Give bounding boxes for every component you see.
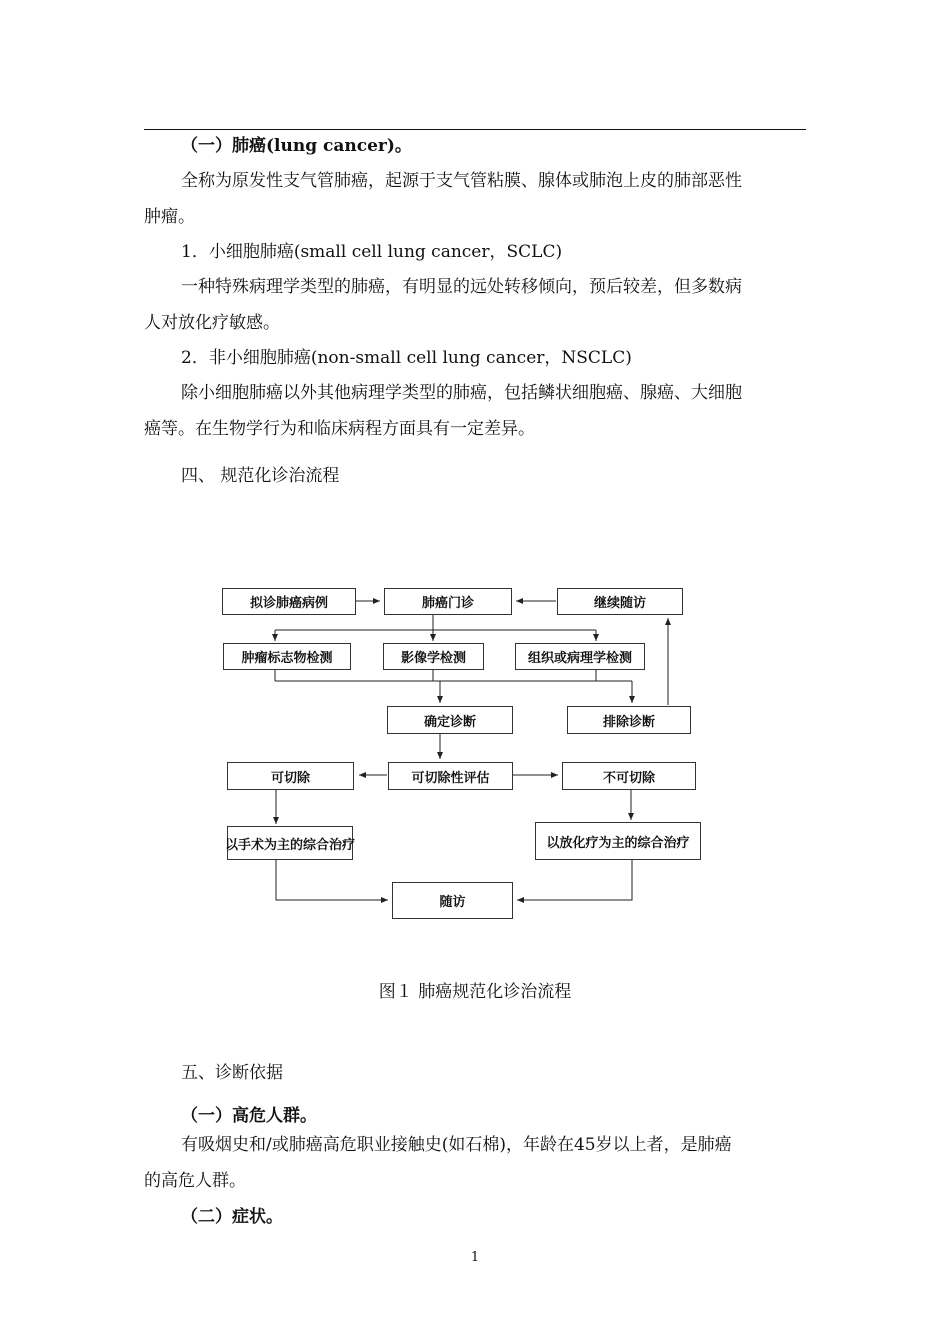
node-continue-followup: 继续随访 — [557, 588, 683, 615]
nsclc-text-line2: 癌等。在生物学行为和临床病程方面具有一定差异。 — [144, 419, 535, 439]
node-suspected-case: 拟诊肺癌病例 — [222, 588, 356, 615]
high-risk-heading: （一）高危人群。 — [181, 1106, 317, 1126]
page-number: 1 — [470, 1250, 480, 1265]
symptoms-heading: （二）症状。 — [181, 1207, 283, 1227]
arrow-surgery-to-followup — [276, 860, 388, 900]
sclc-text-line1: 一种特殊病理学类型的肺癌，有明显的远处转移倾向，预后较差，但多数病 — [181, 277, 742, 297]
nsclc-heading: 2．非小细胞肺癌(non-small cell lung cancer，NSCLC) — [181, 348, 632, 368]
node-excluded-diagnosis: 排除诊断 — [567, 706, 691, 734]
node-resectable: 可切除 — [227, 762, 354, 790]
node-confirmed-diagnosis: 确定诊断 — [387, 706, 513, 734]
section5-heading: 五、诊断依据 — [181, 1063, 283, 1083]
high-risk-text-line1: 有吸烟史和/或肺癌高危职业接触史(如石棉)，年龄在45岁以上者，是肺癌 — [181, 1135, 732, 1155]
nsclc-text-line1: 除小细胞肺癌以外其他病理学类型的肺癌，包括鳞状细胞癌、腺癌、大细胞 — [181, 383, 742, 403]
node-followup: 随访 — [392, 882, 513, 919]
node-lung-cancer-clinic: 肺癌门诊 — [384, 588, 512, 615]
node-surgery-based-treatment: 以手术为主的综合治疗 — [227, 826, 353, 860]
sclc-text-line2: 人对放化疗敏感。 — [144, 313, 280, 333]
node-chemoradiation-based-treatment: 以放化疗为主的综合治疗 — [535, 822, 701, 860]
high-risk-text-line2: 的高危人群。 — [144, 1171, 246, 1191]
arrow-chemo-to-followup — [517, 860, 632, 900]
section4-heading: 四、 规范化诊治流程 — [181, 466, 340, 486]
lung-cancer-definition-line2: 肿瘤。 — [144, 207, 195, 227]
node-pathology-test: 组织或病理学检测 — [515, 643, 645, 670]
sclc-heading: 1．小细胞肺癌(small cell lung cancer，SCLC) — [181, 242, 563, 262]
node-unresectable: 不可切除 — [562, 762, 696, 790]
lung-cancer-definition-line1: 全称为原发性支气管肺癌，起源于支气管粘膜、腺体或肺泡上皮的肺部恶性 — [181, 171, 742, 191]
lung-cancer-heading: （一）肺癌(lung cancer)。 — [181, 136, 412, 156]
node-tumor-marker-test: 肿瘤标志物检测 — [223, 643, 351, 670]
figure-caption: 图１ 肺癌规范化诊治流程 — [378, 982, 572, 1002]
node-imaging-test: 影像学检测 — [383, 643, 484, 670]
node-resectability-evaluation: 可切除性评估 — [388, 762, 513, 790]
